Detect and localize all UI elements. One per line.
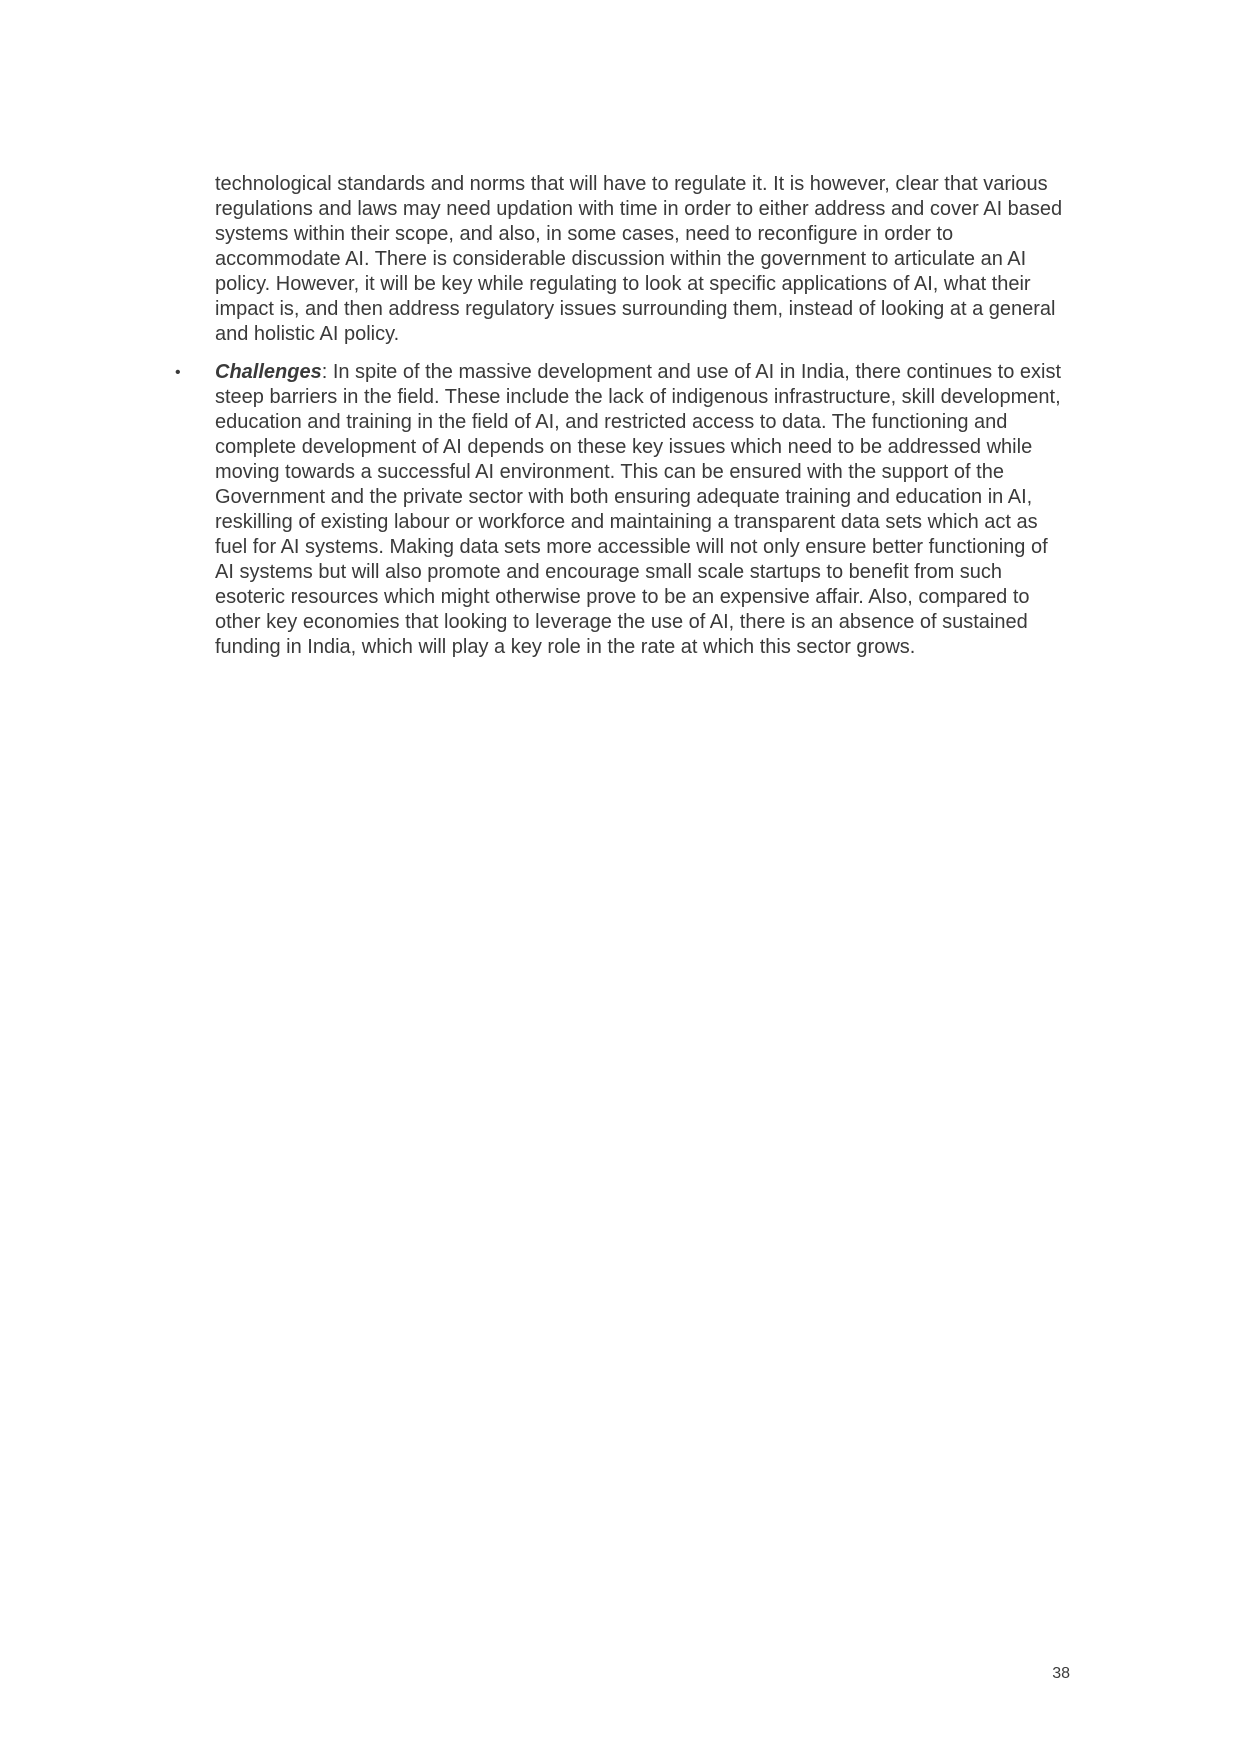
bullet-body-text: : In spite of the massive development and use of AI in India, there continues to exist steep barriers in the field. These include the lack of indigenous infrastructure, skill development, education and training in the field of AI, and restricted access to data. The functioning and complete development of AI depends on these key issues which need to be addressed while moving towards a successful AI environment. This can be ensured with the support of the Government and the private sector with both ensuring adequate training and education in AI, reskilling of existing labour or workforce and maintaining a transparent data sets which act as fuel for AI systems. Making data sets more accessible will not only ensure better functioning of AI systems but will also promote and encourage small scale startups to benefit from such esoteric resources which might otherwise prove to be an expensive affair. Also, compared to other key economies that looking to leverage the use of AI, there is an absence of sustained funding in India, which will play a key role in the rate at which this sector grows. [215, 361, 1062, 658]
page-number: 38 [1052, 1665, 1070, 1682]
bullet-marker: • [175, 364, 181, 381]
continuation-paragraph: technological standards and norms that will have to regulate it. It is however, clear that various regulations and laws may need updation with time in order to either address and cover AI based systems within their scope, and also, in some cases, need to reconfigure in order to accommodate AI. There is considerable discussion within the government to articulate an AI policy. However, it will be key while regulating to look at specific applications of AI, what their impact is, and then address regulatory issues surrounding them, instead of looking at a general and holistic AI policy. [215, 173, 1063, 345]
bullet-item-challenges [175, 360, 1070, 660]
bullet-lead-term: Challenges [215, 361, 322, 383]
